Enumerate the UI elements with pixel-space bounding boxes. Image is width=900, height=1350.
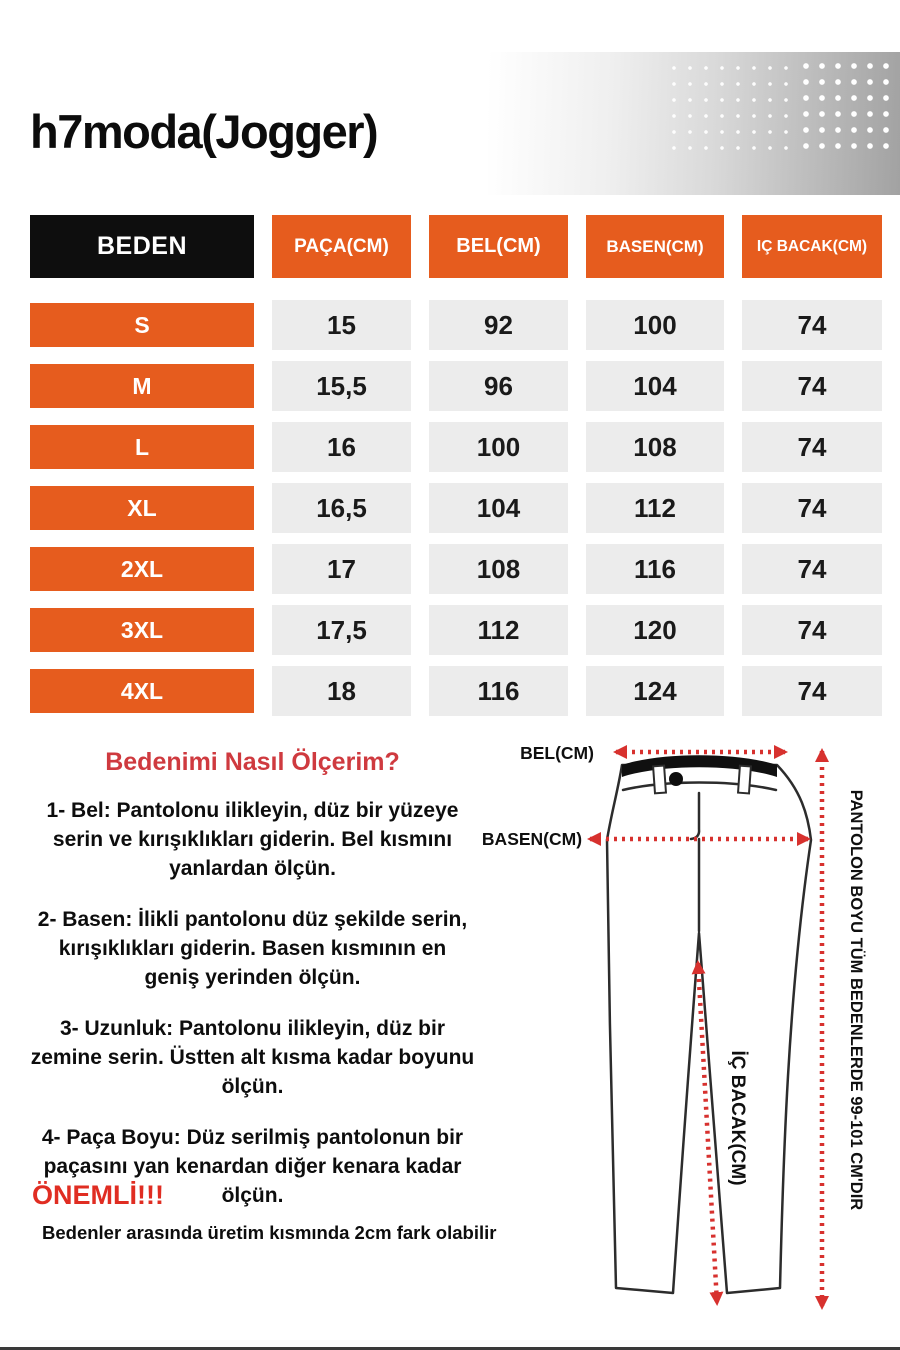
dots-pattern-small	[666, 60, 798, 154]
size-cell: M	[30, 364, 254, 408]
step-2: 2- Basen: İlikli pantolonu düz şekilde serin, kırışıklıkları giderin. Basen kısmının en geniş yerinden ölçün.	[37, 907, 468, 989]
button-dot	[669, 772, 683, 786]
basen-label: BASEN(CM)	[481, 829, 583, 849]
header-beden: BEDEN	[30, 215, 254, 278]
step-3: 3- Uzunluk: Pantolonu ilikleyin, düz bir zemine serin. Üstten alt kısma kadar boyunu ölçün.	[30, 1016, 475, 1098]
value-cell: 104	[586, 361, 724, 411]
pantolon-boyu-label: PANTOLON BOYU TÜM BEDENLERDE 99-101 CM'DIR	[847, 789, 865, 1211]
belt-loop	[738, 766, 751, 794]
value-cell: 108	[586, 422, 724, 472]
size-cell: 4XL	[30, 669, 254, 713]
header-bel: BEL(CM)	[429, 215, 568, 278]
value-cell: 92	[429, 300, 568, 350]
gradient-banner	[488, 52, 900, 195]
important-label: ÖNEMLİ!!!	[32, 1180, 164, 1210]
value-cell: 16	[272, 422, 411, 472]
value-cell: 15,5	[272, 361, 411, 411]
value-cell: 74	[742, 422, 882, 472]
bel-label: BEL(CM)	[520, 743, 594, 763]
size-cell: 3XL	[30, 608, 254, 652]
header-ic-bacak: IÇ BACAK(CM)	[742, 215, 882, 278]
pants-outline	[607, 765, 811, 1293]
step-1: 1- Bel: Pantolonu ilikleyin, düz bir yüzeye serin ve kırışıklıkları giderin. Bel kısmını yanlardan ölçün.	[46, 799, 459, 880]
value-cell: 96	[429, 361, 568, 411]
size-cell: XL	[30, 486, 254, 530]
page-title: h7moda(Jogger)	[30, 105, 378, 158]
value-cell: 74	[742, 605, 882, 655]
belt-loop	[653, 766, 666, 794]
value-cell: 112	[429, 605, 568, 655]
dots-pattern-large	[798, 58, 898, 154]
value-cell: 17,5	[272, 605, 411, 655]
ic-bacak-label: İÇ BACAK(CM)	[727, 1050, 748, 1186]
size-cell: S	[30, 303, 254, 347]
value-cell: 100	[586, 300, 724, 350]
value-cell: 116	[586, 544, 724, 594]
header-basen: BASEN(CM)	[586, 215, 724, 278]
value-cell: 16,5	[272, 483, 411, 533]
step-4: 4- Paça Boyu: Düz serilmiş pantolonun bir paçasını yan kenardan diğer kenara kadar ölçün.	[41, 1125, 464, 1207]
value-cell: 18	[272, 666, 411, 716]
table-body	[30, 300, 882, 716]
size-cell: L	[30, 425, 254, 469]
instructions-section	[30, 748, 475, 1233]
value-cell: 120	[586, 605, 724, 655]
value-cell: 74	[742, 300, 882, 350]
value-cell: 116	[429, 666, 568, 716]
value-cell: 17	[272, 544, 411, 594]
value-cell: 100	[429, 422, 568, 472]
howto-heading: Bedenimi Nasıl Ölçerim?	[105, 748, 400, 776]
value-cell: 108	[429, 544, 568, 594]
pants-diagram	[470, 735, 900, 1320]
value-cell: 124	[586, 666, 724, 716]
value-cell: 74	[742, 666, 882, 716]
value-cell: 104	[429, 483, 568, 533]
table-header-row	[30, 215, 882, 278]
size-table	[30, 215, 882, 716]
value-cell: 74	[742, 483, 882, 533]
value-cell: 15	[272, 300, 411, 350]
header-paca: PAÇA(CM)	[272, 215, 411, 278]
tolerance-note: Bedenler arasında üretim kısmında 2cm fark olabilir	[42, 1222, 497, 1243]
size-cell: 2XL	[30, 547, 254, 591]
value-cell: 74	[742, 544, 882, 594]
value-cell: 74	[742, 361, 882, 411]
value-cell: 112	[586, 483, 724, 533]
